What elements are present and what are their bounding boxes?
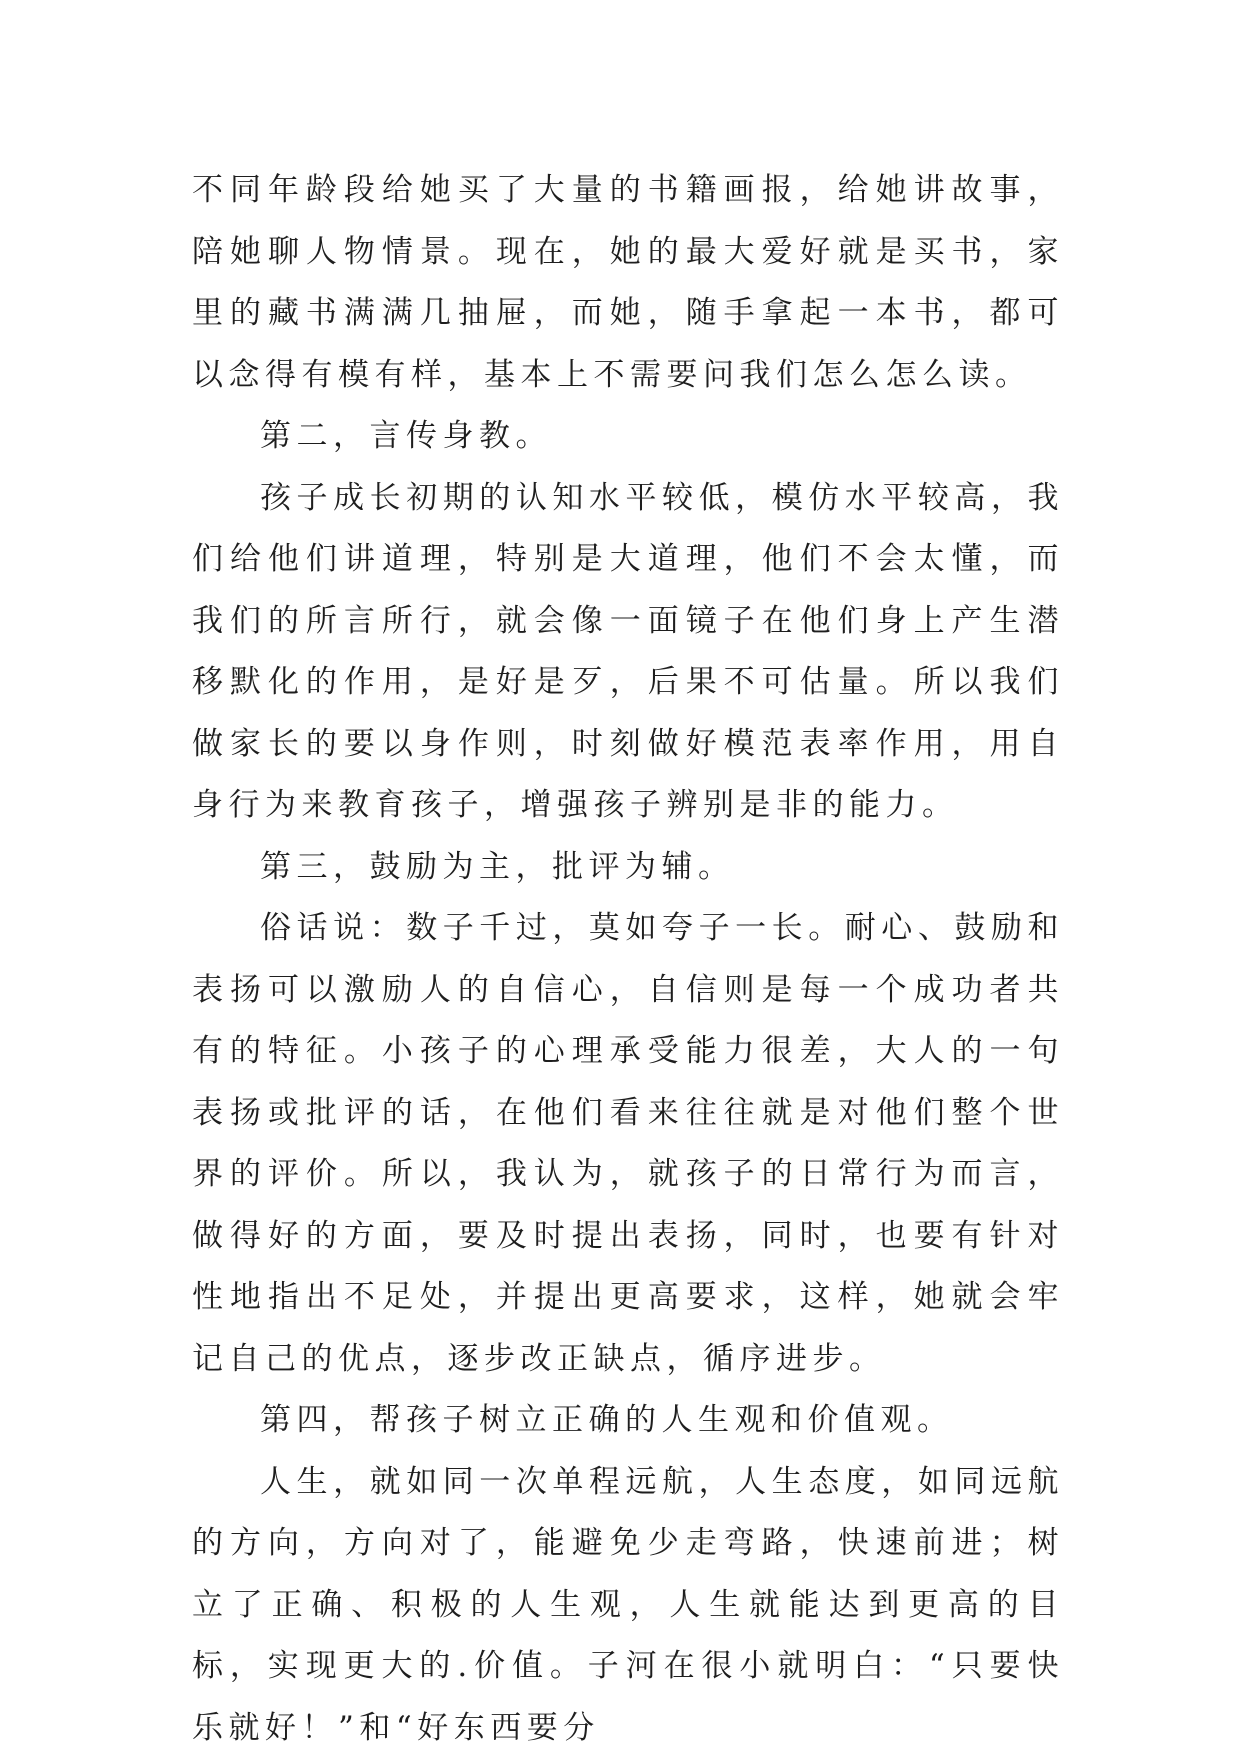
paragraph-2: 孩子成长初期的认知水平较低，模仿水平较高，我们给他们讲道理，特别是大道理，他们不会太懂，而我们的所言所行，就会像一面镜子在他们身上产生潜移默化的作用，是好是歹，后果不可估量。所以我们做家长的要以身作则，时刻做好模范表率作用，用自身行为来教育孩子，增强孩子辨别是非的能力。: [192, 468, 1064, 837]
section-heading-2: 第二，言传身教。: [192, 406, 1064, 468]
document-body: [192, 160, 1064, 1759]
paragraph-3: 俗话说：数子千过，莫如夸子一长。耐心、鼓励和表扬可以激励人的自信心，自信则是每一个成功者共有的特征。小孩子的心理承受能力很差，大人的一句表扬或批评的话，在他们看来往往就是对他们整个世界的评价。所以，我认为，就孩子的日常行为而言，做得好的方面，要及时提出表扬，同时，也要有针对性地指出不足处，并提出更高要求，这样，她就会牢记自己的优点，逐步改正缺点，循序进步。: [192, 898, 1064, 1390]
paragraph-4: 人生，就如同一次单程远航，人生态度，如同远航的方向，方向对了，能避免少走弯路，快速前进；树立了正确、积极的人生观，人生就能达到更高的目标，实现更大的.价值。子河在很小就明白：“只要快乐就好！”和“好东西要分: [192, 1452, 1064, 1759]
paragraph-continued: 不同年龄段给她买了大量的书籍画报，给她讲故事，陪她聊人物情景。现在，她的最大爱好就是买书，家里的藏书满满几抽屉，而她，随手拿起一本书，都可以念得有模有样，基本上不需要问我们怎么怎么读。: [192, 160, 1064, 406]
section-heading-3: 第三，鼓励为主，批评为辅。: [192, 837, 1064, 899]
section-heading-4: 第四，帮孩子树立正确的人生观和价值观。: [192, 1390, 1064, 1452]
